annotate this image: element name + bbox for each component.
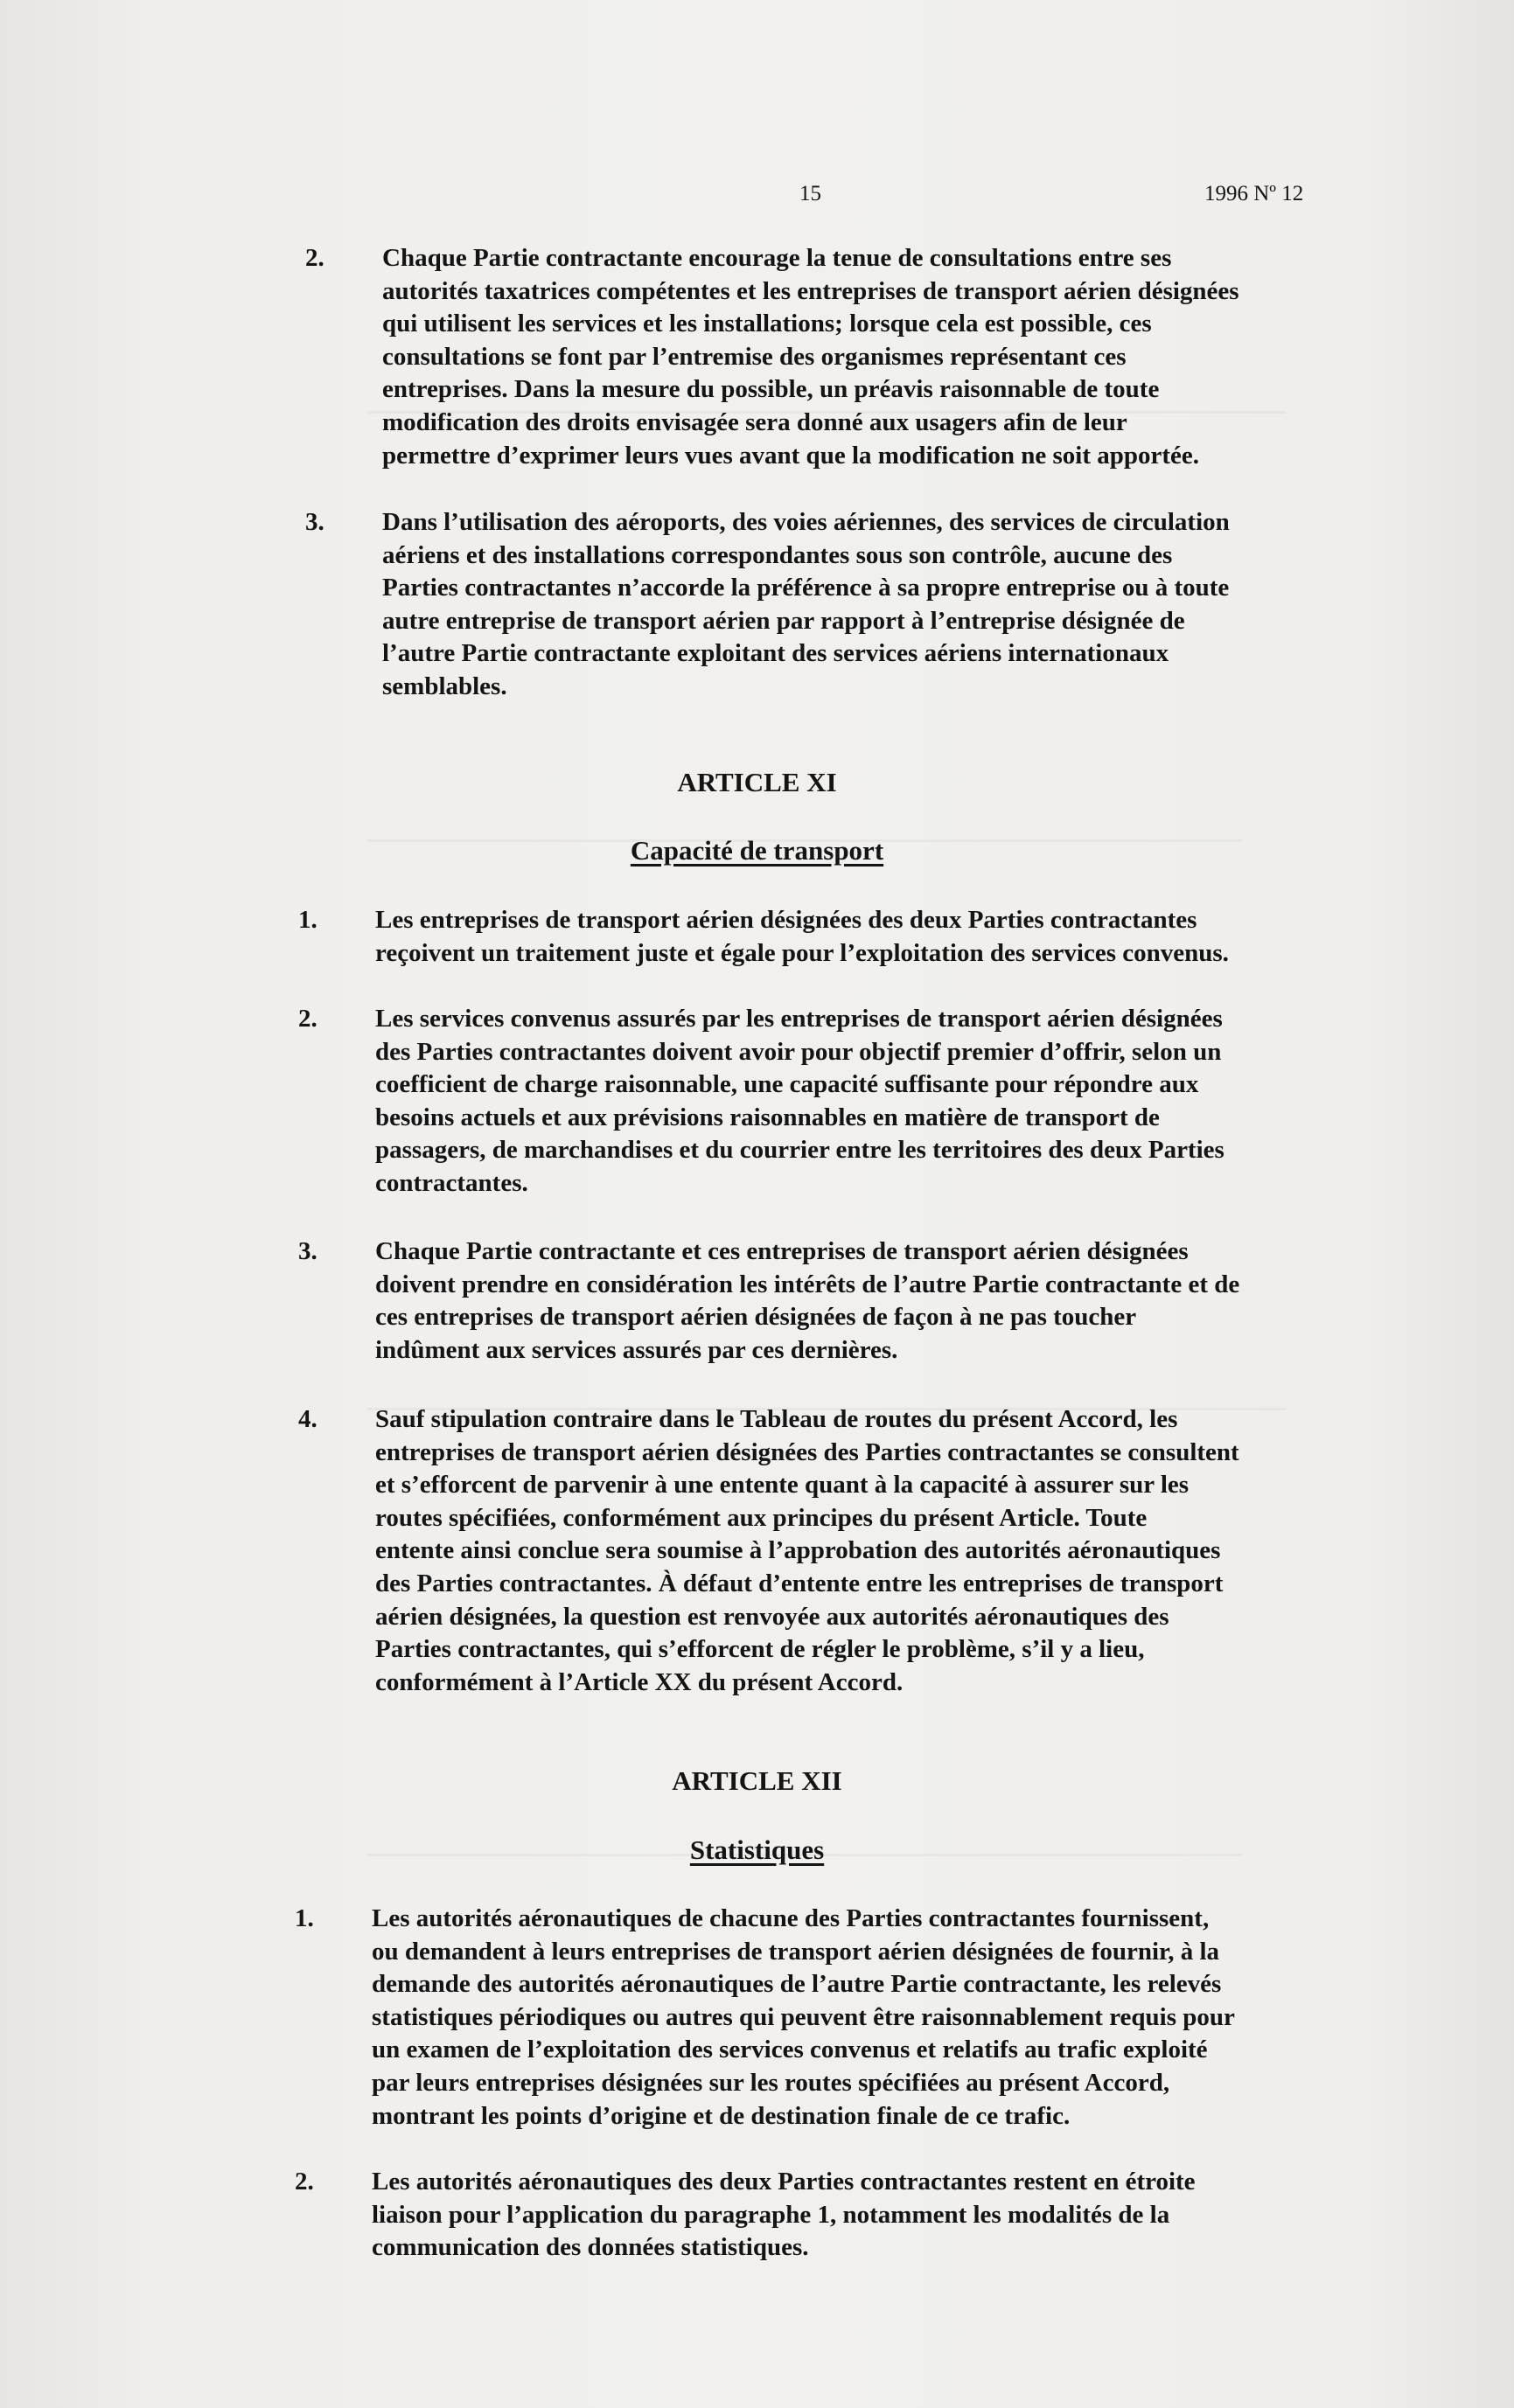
paragraph-number: 1. [295, 1904, 314, 1932]
series-number: 1996 Nº 12 [1204, 182, 1304, 205]
paragraph-text: Dans l’utilisation des aéroports, des voies aériennes, des services de circulation aériens et des installations correspondantes sous son contrôle, aucune des Parties contractantes n’accorde la préférence à sa propre entreprise ou à toute autre entreprise de transport aérien par rapport à l’entreprise désignée de l’autre Partie contractante exploitant des services aériens internationaux semblables. [382, 508, 1230, 700]
article-xi-paragraph-1 [298, 904, 1337, 970]
paragraph-3 [305, 506, 1344, 704]
paragraph-text: Sauf stipulation contraire dans le Tableau de routes du présent Accord, les entreprises de transport aérien désignées des Parties contractantes se consultent et s’efforcent de parvenir à une entente quant à la capacité à assurer sur les routes spécifiées, conformément aux principes du présent Article. Toute entente ainsi conclue sera soumise à l’approbation des autorités aéronautiques des Parties contractantes. À défaut d’entente entre les entreprises de transport aérien désignées, la question est renvoyée aux autorités aéronautiques des Parties contractantes, qui s’efforcent de régler le problème, s’il y a lieu, conformément à l’Article XX du présent Accord. [375, 1405, 1239, 1696]
page-number: 15 [799, 182, 821, 205]
article-xii-subtitle [0, 1834, 1514, 1866]
paragraph-number: 2. [295, 2168, 314, 2196]
paragraph-number: 3. [298, 1237, 317, 1265]
paragraph-text: Les autorités aéronautiques de chacune des Parties contractantes fournissent, ou demandent à leurs entreprises de transport aérien désignées de fournir, à la demande des autorités aéronautiques de l’autre Partie contractante, les relevés statistiques périodiques ou autres qui peuvent être raisonnablement requis pour un examen de l’exploitation des services convenus et relatifs au trafic exploité par leurs entreprises désignées sur les routes spécifiées au présent Accord, montrant les points d’origine et de destination finale de ce trafic. [372, 1904, 1235, 2130]
paragraph-number: 2. [298, 1005, 317, 1033]
article-xi-paragraph-4 [298, 1403, 1337, 1699]
paragraph-text: Les services convenus assurés par les entreprises de transport aérien désignées des Parties contractantes doivent avoir pour objectif premier d’offrir, selon un coefficient de charge raisonnable, une capacité suffisante pour répondre aux besoins actuels et aux prévisions raisonnables en matière de transport de passagers, de marchandises et du courrier entre les territoires des deux Parties contractantes. [375, 1005, 1224, 1197]
article-xi-title [0, 767, 1514, 798]
article-xii-paragraph-1 [295, 1903, 1334, 2133]
paragraph-text: Chaque Partie contractante encourage la tenue de consultations entre ses autorités taxatrices compétentes et les entreprises de transport aérien désignées qui utilisent les services et les installations; lorsque cela est possible, ces consultations se font par l’entremise des organismes représentant ces entreprises. Dans la mesure du possible, un préavis raisonnable de toute modification des droits envisagée sera donné aux usagers afin de leur permettre d’exprimer leurs vues avant que la modification ne soit apportée. [382, 244, 1239, 470]
paragraph-number: 4. [298, 1405, 317, 1433]
paragraph-text: Les entreprises de transport aérien désignées des deux Parties contractantes reçoivent un traitement juste et égale pour l’exploitation des services convenus. [375, 906, 1229, 967]
article-xii-paragraph-2 [295, 2166, 1334, 2265]
paragraph-2 [305, 242, 1344, 472]
article-title: ARTICLE XI [677, 767, 837, 797]
article-xi-paragraph-3 [298, 1235, 1337, 1367]
article-xii-title [0, 1765, 1514, 1797]
paragraph-number: 3. [305, 508, 324, 536]
paragraph-number: 1. [298, 906, 317, 934]
page-header [0, 182, 1514, 208]
paragraph-text: Chaque Partie contractante et ces entreprises de transport aérien désignées doivent prendre en considération les intérêts de l’autre Partie contractante et de ces entreprises de transport aérien désignées de façon à ne pas toucher indûment aux services assurés par ces dernières. [375, 1237, 1240, 1364]
article-subtitle: Capacité de transport [630, 835, 884, 866]
paragraph-text: Les autorités aéronautiques des deux Parties contractantes restent en étroite liaison pour l’application du paragraphe 1, notamment les modalités de la communication des données statistiques. [372, 2168, 1196, 2262]
paragraph-number: 2. [305, 244, 324, 272]
article-title: ARTICLE XII [672, 1765, 842, 1796]
article-xi-subtitle [0, 835, 1514, 866]
article-subtitle: Statistiques [689, 1834, 825, 1865]
article-xi-paragraph-2 [298, 1003, 1337, 1201]
